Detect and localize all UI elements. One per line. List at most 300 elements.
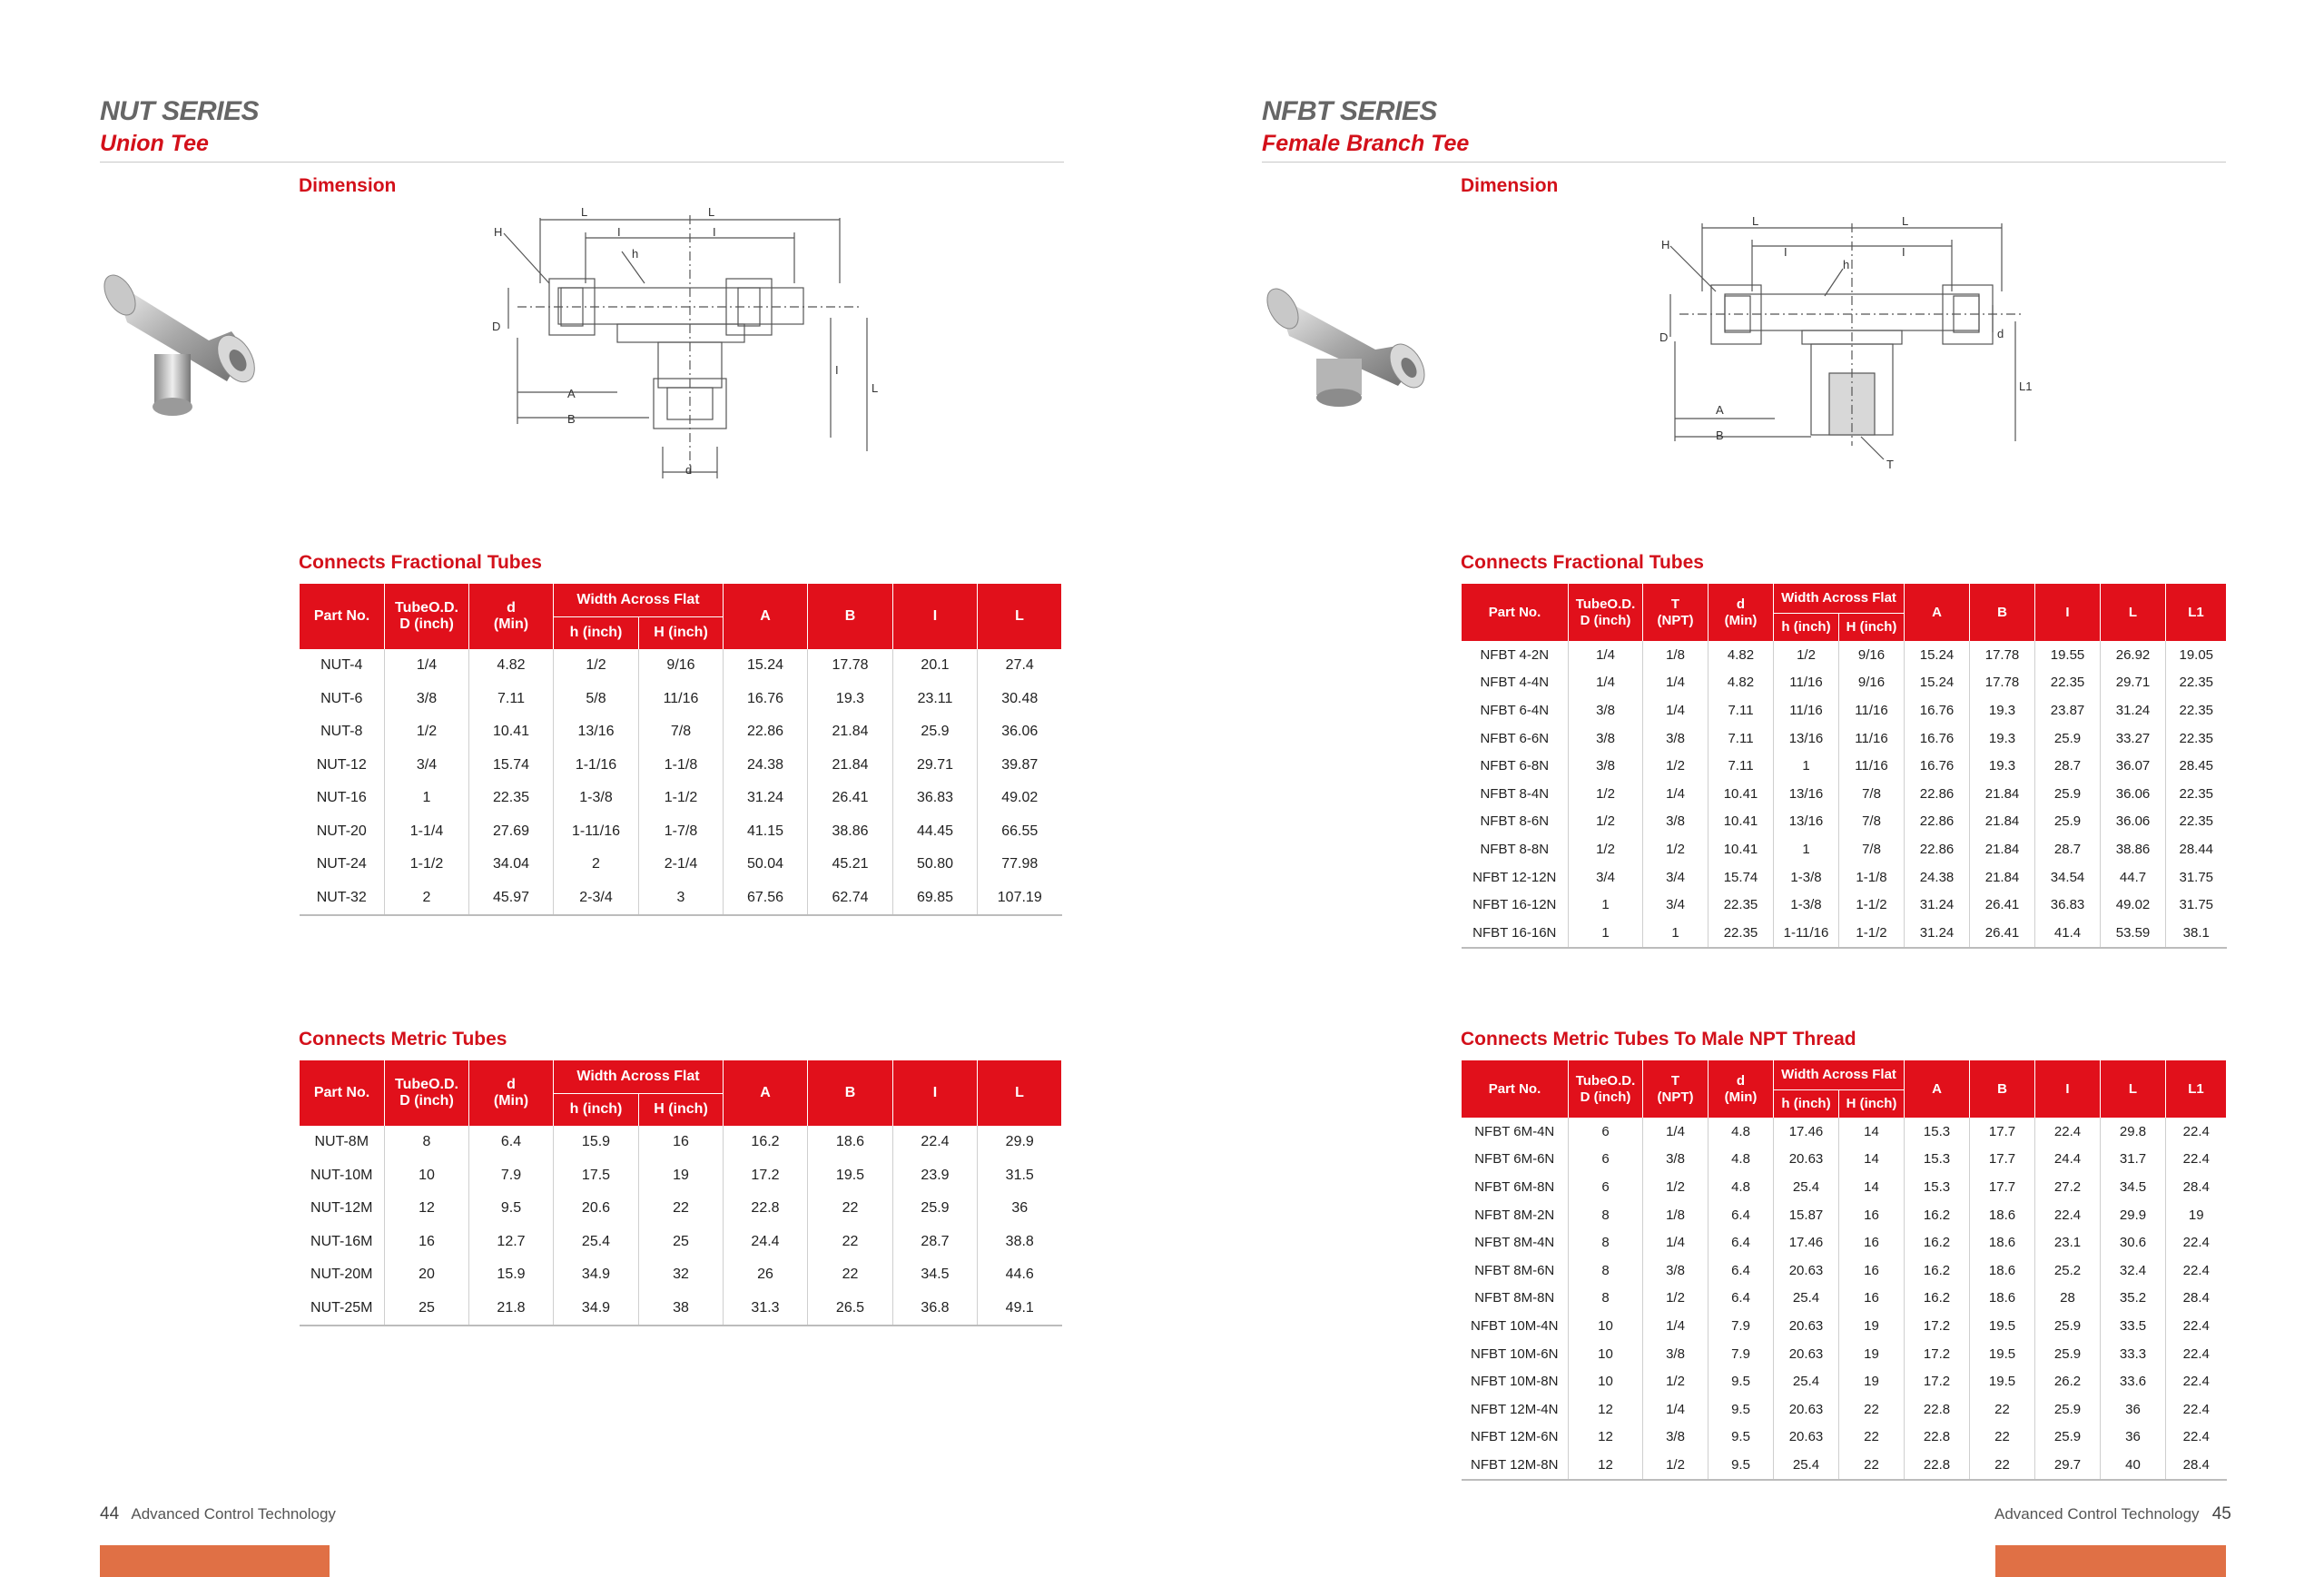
table-cell: 22 xyxy=(1970,1424,2035,1452)
part-number-cell: NFBT 8-8N xyxy=(1480,841,1550,857)
table-cell: 25.9 xyxy=(893,1192,978,1226)
table-cell: 20.63 xyxy=(1774,1312,1839,1340)
nut-metric-table xyxy=(299,1060,1062,1326)
part-number-cell: NFBT 12-12N xyxy=(1472,869,1557,885)
table-cell: 6.4 xyxy=(469,1126,554,1159)
part-number-cell: NFBT 4-2N xyxy=(1480,646,1550,663)
table-cell: 7/8 xyxy=(1839,808,1905,836)
table-cell: 50.80 xyxy=(893,848,978,882)
footer-bar xyxy=(1995,1545,2226,1577)
table-row xyxy=(1462,1228,2227,1257)
table-cell: 6 xyxy=(1569,1173,1643,1201)
series-title: NUT SERIES xyxy=(100,96,260,126)
table-cell: 18.6 xyxy=(1970,1285,2035,1313)
diagram-label-I-right: I xyxy=(713,225,716,239)
diagram-label-L-left: L xyxy=(581,205,588,219)
table-cell: 16.2 xyxy=(1905,1285,1970,1313)
diagram-label-I-left: I xyxy=(1784,245,1787,259)
table-row xyxy=(300,749,1062,783)
table-cell: 13/16 xyxy=(554,715,639,749)
header-H-inch: H (inch) xyxy=(1839,613,1905,641)
table-cell: 1 xyxy=(1774,752,1839,780)
table-cell: 36.83 xyxy=(2035,891,2101,919)
table-cell: 34.54 xyxy=(2035,863,2101,892)
table-cell: 28.4 xyxy=(2166,1285,2227,1313)
table-row xyxy=(1462,1340,2227,1368)
part-number-cell: NFBT 12M-4N xyxy=(1471,1401,1559,1417)
table-cell: 16.76 xyxy=(724,683,808,716)
table-cell: 31.24 xyxy=(1905,919,1970,948)
table-cell: 33.3 xyxy=(2101,1340,2166,1368)
header-h-inch: h (inch) xyxy=(554,1093,639,1126)
diagram-label-L1: L1 xyxy=(2019,379,2033,393)
table-row xyxy=(300,649,1062,683)
table-cell: 3/8 xyxy=(1569,752,1643,780)
diagram-label-L-vertical: L xyxy=(872,381,879,395)
table-row xyxy=(1462,1257,2227,1285)
table-cell: 34.5 xyxy=(2101,1173,2166,1201)
table-cell: 107.19 xyxy=(978,882,1062,916)
table-cell: 22.35 xyxy=(2166,696,2227,724)
table-cell: 28.44 xyxy=(2166,835,2227,863)
table-cell: 1-1/4 xyxy=(385,815,469,849)
table-cell: 3/4 xyxy=(1643,891,1709,919)
table-cell: 1/8 xyxy=(1643,641,1709,669)
table-cell: 4.82 xyxy=(469,649,554,683)
table-cell: 3/8 xyxy=(1643,1257,1709,1285)
table-cell: 1/4 xyxy=(1643,1228,1709,1257)
table-cell: 33.6 xyxy=(2101,1367,2166,1395)
table-cell: 77.98 xyxy=(978,848,1062,882)
part-number-cell: NFBT 6-4N xyxy=(1480,702,1550,718)
part-number-cell: NUT-12M xyxy=(310,1200,373,1217)
diagram-label-I-vertical: I xyxy=(835,363,839,377)
table-cell: 12 xyxy=(1569,1424,1643,1452)
table-cell: 23.87 xyxy=(2035,696,2101,724)
page-number: 44 xyxy=(100,1504,120,1523)
header-A: A xyxy=(1905,1060,1970,1118)
diagram-label-D: D xyxy=(1659,330,1669,344)
table-cell: 16 xyxy=(385,1226,469,1259)
table-cell: 20.6 xyxy=(554,1192,639,1226)
table-cell: 3/4 xyxy=(1569,863,1643,892)
table-cell: 39.87 xyxy=(978,749,1062,783)
table-cell: 25.9 xyxy=(2035,1424,2101,1452)
table-cell: 36 xyxy=(2101,1395,2166,1424)
table-cell: 3/8 xyxy=(1643,1424,1709,1452)
table-cell: 25.4 xyxy=(1774,1451,1839,1480)
part-number-cell: NFBT 12M-8N xyxy=(1462,1451,1569,1480)
header-part-no: Part No. xyxy=(300,1060,385,1126)
table-cell: 32.4 xyxy=(2101,1257,2166,1285)
table-row xyxy=(1462,669,2227,697)
table-cell: 4.82 xyxy=(1709,641,1774,669)
table-cell: 15.24 xyxy=(724,649,808,683)
part-number-cell: NUT-4 xyxy=(320,657,363,674)
diagram-label-H: H xyxy=(1661,238,1670,251)
table-cell: 31.3 xyxy=(724,1292,808,1326)
header-H-inch: H (inch) xyxy=(1839,1089,1905,1118)
table-cell: 1/4 xyxy=(1643,669,1709,697)
table-cell: 32 xyxy=(639,1258,724,1292)
table-cell: 1/4 xyxy=(1569,669,1643,697)
table-cell: 69.85 xyxy=(893,882,978,916)
table-cell: 11/16 xyxy=(1774,669,1839,697)
part-number-cell: NUT-8 xyxy=(320,724,363,740)
page-number: 45 xyxy=(2211,1504,2231,1523)
table-cell: 16 xyxy=(1839,1201,1905,1229)
table-cell: 1-7/8 xyxy=(639,815,724,849)
table-cell: 1-1/2 xyxy=(1839,891,1905,919)
table-cell: 31.24 xyxy=(1905,891,1970,919)
table-cell: 31.75 xyxy=(2166,863,2227,892)
table-cell: 4.8 xyxy=(1709,1146,1774,1174)
table-cell: 3/8 xyxy=(1643,1146,1709,1174)
header-part-no: Part No. xyxy=(300,584,385,649)
table-cell: 15.87 xyxy=(1774,1201,1839,1229)
table-cell: 19 xyxy=(1839,1367,1905,1395)
table-cell: 22.4 xyxy=(2166,1340,2227,1368)
table-cell: 19.3 xyxy=(808,683,893,716)
table-cell: 15.74 xyxy=(1709,863,1774,892)
header-t-npt: T (NPT) xyxy=(1643,1060,1709,1118)
table-cell: 6 xyxy=(1569,1146,1643,1174)
part-number-cell: NUT-24 xyxy=(316,856,367,872)
table-cell: 36.83 xyxy=(893,782,978,815)
table-cell: 7.9 xyxy=(1709,1340,1774,1368)
dimension-label: Dimension xyxy=(299,175,397,196)
table-cell: 22.86 xyxy=(1905,808,1970,836)
part-number-cell: NUT-8M xyxy=(314,1134,369,1150)
table-cell: 21.8 xyxy=(469,1292,554,1326)
table-cell: 10 xyxy=(1569,1340,1643,1368)
table-row xyxy=(1462,1118,2227,1146)
table-cell: 24.4 xyxy=(724,1226,808,1259)
header-I: I xyxy=(893,584,978,649)
table-cell: 1/2 xyxy=(1774,641,1839,669)
table-cell: 21.84 xyxy=(808,749,893,783)
table-cell: 21.84 xyxy=(1970,808,2035,836)
table-cell: 22 xyxy=(808,1258,893,1292)
nut-fractional-table xyxy=(299,584,1062,916)
table-cell: 4.8 xyxy=(1709,1118,1774,1146)
table-cell: 7/8 xyxy=(1839,835,1905,863)
table-row xyxy=(1462,1146,2227,1174)
table-cell: 25.9 xyxy=(893,715,978,749)
table-cell: 45.97 xyxy=(469,882,554,916)
part-number-cell: NUT-20 xyxy=(316,823,367,839)
table-cell: 15.24 xyxy=(1905,669,1970,697)
table-cell: 7.11 xyxy=(1709,696,1774,724)
table-row xyxy=(1462,835,2227,863)
header-tube-od: TubeO.D. D (inch) xyxy=(385,584,469,649)
footer xyxy=(1994,1504,2231,1524)
table-cell: 14 xyxy=(1839,1173,1905,1201)
table-cell: 44.6 xyxy=(978,1258,1062,1292)
table-row xyxy=(300,848,1062,882)
table-row xyxy=(300,815,1062,849)
table-cell: 22.35 xyxy=(469,782,554,815)
table-row xyxy=(1462,1312,2227,1340)
header-I: I xyxy=(893,1060,978,1126)
table-cell: 36.06 xyxy=(2101,808,2166,836)
table-cell: 1/2 xyxy=(1569,808,1643,836)
table-cell: 25.9 xyxy=(2035,1312,2101,1340)
table-row xyxy=(1462,863,2227,892)
part-number-cell: NFBT 16-16N xyxy=(1462,919,1569,948)
table-cell: 49.02 xyxy=(2101,891,2166,919)
part-number-cell: NFBT 10M-6N xyxy=(1471,1345,1559,1362)
table-cell: 10.41 xyxy=(1709,835,1774,863)
table-cell: 33.5 xyxy=(2101,1312,2166,1340)
part-number-cell: NUT-12 xyxy=(316,756,367,773)
footer-company: Advanced Control Technology xyxy=(131,1505,336,1523)
table-cell: 22.4 xyxy=(2166,1146,2227,1174)
table-cell: 13/16 xyxy=(1774,808,1839,836)
part-number-cell: NFBT 8-4N xyxy=(1480,785,1550,802)
table-row xyxy=(300,882,1062,916)
table-cell: 16.76 xyxy=(1905,724,1970,753)
header-L1: L1 xyxy=(2166,584,2227,641)
table-row xyxy=(300,1258,1062,1292)
table-cell: 23.9 xyxy=(893,1159,978,1193)
table-cell: 22.4 xyxy=(2166,1395,2227,1424)
table-cell: 22.4 xyxy=(2166,1228,2227,1257)
table-cell: 16 xyxy=(1839,1285,1905,1313)
table-cell: 7.9 xyxy=(469,1159,554,1193)
table-cell: 6.4 xyxy=(1709,1228,1774,1257)
table-cell: 27.4 xyxy=(978,649,1062,683)
table-row xyxy=(300,1192,1062,1226)
table-cell: 31.5 xyxy=(978,1159,1062,1193)
table-cell: 1-1/2 xyxy=(1839,919,1905,948)
table-cell: 13/16 xyxy=(1774,780,1839,808)
table-cell: 17.2 xyxy=(1905,1312,1970,1340)
table-cell: 3/8 xyxy=(1569,724,1643,753)
table-cell: 26.41 xyxy=(1970,891,2035,919)
header-h-inch: h (inch) xyxy=(1774,613,1839,641)
part-number-cell: NFBT 8M-4N xyxy=(1474,1235,1555,1251)
table-cell: 4.8 xyxy=(1709,1173,1774,1201)
nfbt-metric-table xyxy=(1461,1060,2227,1481)
table-cell: 24.38 xyxy=(1905,863,1970,892)
header-L: L xyxy=(978,584,1062,649)
table-cell: 22 xyxy=(808,1192,893,1226)
part-number-cell: NUT-10M xyxy=(310,1167,373,1183)
table-cell: 31.24 xyxy=(724,782,808,815)
table-cell: 23.11 xyxy=(893,683,978,716)
table-cell: 1/4 xyxy=(1643,1395,1709,1424)
table-cell: 62.74 xyxy=(808,882,893,916)
header-H-inch: H (inch) xyxy=(639,1093,724,1126)
table-row xyxy=(1462,641,2227,669)
table-cell: 25.9 xyxy=(2035,1340,2101,1368)
header-part-no: Part No. xyxy=(1462,1060,1569,1118)
table-cell: 1-11/16 xyxy=(554,815,639,849)
table-cell: 24.38 xyxy=(724,749,808,783)
table-cell: 3/4 xyxy=(385,749,469,783)
table-cell: 17.2 xyxy=(1905,1340,1970,1368)
table-cell: 24.4 xyxy=(2035,1146,2101,1174)
table-cell: 2 xyxy=(385,882,469,916)
female-branch-tee-dimension-diagram xyxy=(1652,214,2052,478)
table-cell: 4.82 xyxy=(1709,669,1774,697)
table-cell: 19.3 xyxy=(1970,752,2035,780)
table-cell: 26.5 xyxy=(808,1292,893,1326)
part-number-cell: NFBT 6-6N xyxy=(1480,730,1550,746)
union-tee-product-image xyxy=(100,254,263,427)
table-cell: 17.5 xyxy=(554,1159,639,1193)
table-cell: 1 xyxy=(1774,835,1839,863)
table-cell: 7.11 xyxy=(1709,752,1774,780)
header-h-inch: h (inch) xyxy=(1774,1089,1839,1118)
table-row xyxy=(1462,919,2227,948)
part-number-cell: NFBT 6M-6N xyxy=(1474,1151,1555,1168)
part-number-cell: NUT-20M xyxy=(310,1267,373,1283)
part-number-cell: NFBT 12M-6N xyxy=(1471,1429,1559,1445)
table-cell: 22.35 xyxy=(1709,919,1774,948)
table-cell: 17.46 xyxy=(1774,1228,1839,1257)
table-cell: 22 xyxy=(1839,1395,1905,1424)
table-cell: 8 xyxy=(1569,1257,1643,1285)
table-cell: 1-3/8 xyxy=(1774,891,1839,919)
table-cell: 28.7 xyxy=(2035,752,2101,780)
table-cell: 1/2 xyxy=(1643,752,1709,780)
table-cell: 2-3/4 xyxy=(554,882,639,916)
table-cell: 19.5 xyxy=(808,1159,893,1193)
table-cell: 26.41 xyxy=(808,782,893,815)
table-cell: 6.4 xyxy=(1709,1285,1774,1313)
header-d-min: d (Min) xyxy=(469,584,554,649)
right-page xyxy=(1162,0,2324,1577)
union-tee-dimension-diagram xyxy=(481,202,890,492)
table-cell: 12 xyxy=(1569,1395,1643,1424)
table-cell: 14 xyxy=(1839,1118,1905,1146)
table-cell: 38.86 xyxy=(2101,835,2166,863)
table-cell: 29.9 xyxy=(978,1126,1062,1159)
table-cell: 3/8 xyxy=(1643,808,1709,836)
table-cell: 50.04 xyxy=(724,848,808,882)
table-cell: 15.74 xyxy=(469,749,554,783)
table-cell: 30.48 xyxy=(978,683,1062,716)
table-cell: 22 xyxy=(1970,1451,2035,1480)
dimension-label: Dimension xyxy=(1461,175,1559,196)
table-cell: 20.63 xyxy=(1774,1146,1839,1174)
table-row xyxy=(1462,752,2227,780)
table-cell: 12 xyxy=(385,1192,469,1226)
diagram-label-D: D xyxy=(492,320,501,333)
table-cell: 28.4 xyxy=(2166,1173,2227,1201)
table-cell: 3/4 xyxy=(1643,863,1709,892)
table-cell: 22.35 xyxy=(1709,891,1774,919)
footer-bar xyxy=(100,1545,330,1577)
table-cell: 14 xyxy=(1839,1146,1905,1174)
table-cell: 17.7 xyxy=(1970,1146,2035,1174)
table-cell: 38.86 xyxy=(808,815,893,849)
diagram-label-I-left: I xyxy=(617,225,621,239)
table-cell: 18.6 xyxy=(808,1126,893,1159)
header-width-across-flat: Width Across Flat xyxy=(1774,1060,1905,1089)
table-cell: 16.2 xyxy=(724,1126,808,1159)
table-cell: 18.6 xyxy=(1970,1257,2035,1285)
table-cell: 22.86 xyxy=(1905,835,1970,863)
table-cell: 19 xyxy=(639,1159,724,1193)
table-cell: 1 xyxy=(1569,919,1643,948)
diagram-label-A: A xyxy=(1716,403,1724,417)
table-cell: 17.78 xyxy=(1970,641,2035,669)
table-cell: 22.4 xyxy=(2166,1257,2227,1285)
part-number-cell: NUT-16M xyxy=(310,1233,373,1249)
table-cell: 28.45 xyxy=(2166,752,2227,780)
table-cell: 1-11/16 xyxy=(1774,919,1839,948)
table-cell: 25.9 xyxy=(2035,808,2101,836)
table-cell: 19.5 xyxy=(1970,1312,2035,1340)
part-number-cell: NFBT 16-12N xyxy=(1472,897,1557,913)
table-cell: 45.21 xyxy=(808,848,893,882)
table-cell: 2 xyxy=(554,848,639,882)
table-cell: 1/2 xyxy=(554,649,639,683)
table-cell: 1/8 xyxy=(1643,1201,1709,1229)
table-cell: 22.35 xyxy=(2035,669,2101,697)
diagram-label-B: B xyxy=(567,412,576,426)
table-cell: 11/16 xyxy=(639,683,724,716)
table-cell: 25 xyxy=(639,1226,724,1259)
header-L1: L1 xyxy=(2166,1060,2227,1118)
table-cell: 12 xyxy=(1569,1451,1643,1480)
table-cell: 35.2 xyxy=(2101,1285,2166,1313)
header-I: I xyxy=(2035,584,2101,641)
part-number-cell: NFBT 4-4N xyxy=(1480,675,1550,691)
table-cell: 5/8 xyxy=(554,683,639,716)
part-number-cell: NFBT 6M-8N xyxy=(1474,1178,1555,1195)
table-cell: 22.86 xyxy=(1905,780,1970,808)
table-cell: 38.8 xyxy=(978,1226,1062,1259)
table-cell: 2-1/4 xyxy=(639,848,724,882)
table-cell: 28.4 xyxy=(2166,1451,2227,1480)
table-cell: 1/4 xyxy=(1643,1312,1709,1340)
metric-table-title: Connects Metric Tubes xyxy=(299,1029,507,1050)
part-number-cell: NUT-6 xyxy=(320,690,363,706)
table-cell: 20.63 xyxy=(1774,1257,1839,1285)
table-cell: 25.4 xyxy=(554,1226,639,1259)
header-d-min: d (Min) xyxy=(1709,1060,1774,1118)
table-cell: 11/16 xyxy=(1839,752,1905,780)
table-cell: 17.2 xyxy=(724,1159,808,1193)
table-row xyxy=(300,1292,1062,1326)
table-cell: 15.9 xyxy=(469,1258,554,1292)
title-rule xyxy=(100,162,1064,163)
table-cell: 49.02 xyxy=(978,782,1062,815)
table-cell: 25.4 xyxy=(1774,1367,1839,1395)
table-cell: 29.71 xyxy=(2101,669,2166,697)
table-cell: 19.05 xyxy=(2166,641,2227,669)
table-cell: 6.4 xyxy=(1709,1201,1774,1229)
diagram-label-T: T xyxy=(1886,458,1894,471)
header-B: B xyxy=(1970,1060,2035,1118)
table-cell: 66.55 xyxy=(978,815,1062,849)
table-cell: 9/16 xyxy=(1839,641,1905,669)
table-row xyxy=(300,715,1062,749)
table-row xyxy=(300,1226,1062,1259)
part-number-cell: NFBT 8M-2N xyxy=(1474,1207,1555,1223)
table-cell: 20.63 xyxy=(1774,1340,1839,1368)
table-row xyxy=(1462,1201,2227,1229)
table-row xyxy=(1462,724,2227,753)
series-subtitle: Union Tee xyxy=(100,131,209,156)
header-L: L xyxy=(2101,1060,2166,1118)
table-cell: 12.7 xyxy=(469,1226,554,1259)
table-row xyxy=(1462,1367,2227,1395)
